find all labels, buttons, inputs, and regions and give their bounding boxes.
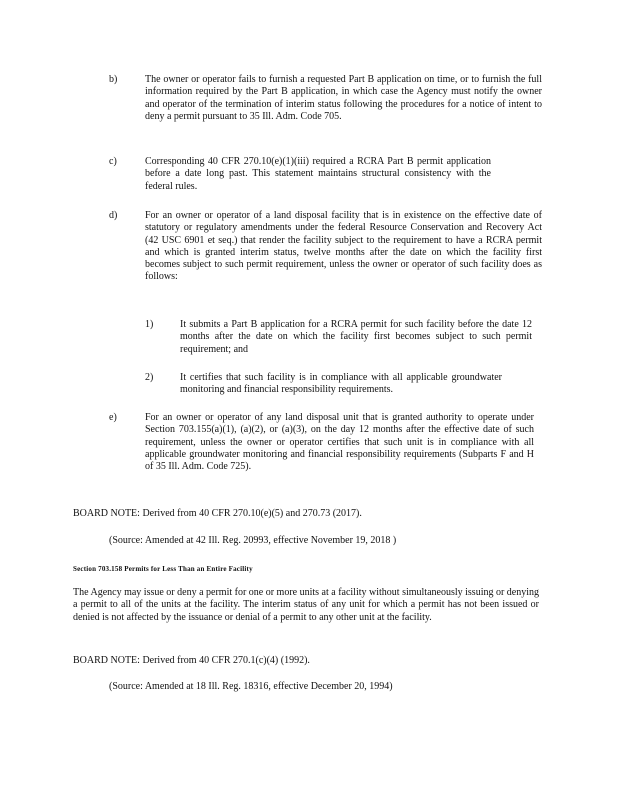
item-label: d)	[109, 210, 118, 221]
item-text: The owner or operator fails to furnish a requested Part B application on time, or to furnish the full information required by the Part B application, in which case the Agency must notify the owner and operator of the termination of interim status following the procedures for a notice of intent to deny a permit pursuant to 35 Ill. Adm. Code 705.	[145, 74, 542, 122]
source-note: (Source: Amended at 42 Ill. Reg. 20993, effective November 19, 2018 )	[109, 535, 397, 546]
board-note: BOARD NOTE: Derived from 40 CFR 270.10(e)(5) and 270.73 (2017).	[73, 508, 362, 519]
sub-item-label: 1)	[145, 319, 154, 330]
sub-item-label: 2)	[145, 372, 154, 383]
item-text: Corresponding 40 CFR 270.10(e)(1)(iii) required a RCRA Part B permit application before a date long past. This statement maintains structural consistency with the federal rules.	[145, 156, 491, 192]
sub-item-text: It certifies that such facility is in compliance with all applicable groundwater monitoring and financial responsibility requirements.	[180, 372, 502, 396]
sub-item-text: It submits a Part B application for a RCRA permit for such facility before the date 12 months after the date on which the facility first becomes subject to such permit requirement; and	[180, 319, 532, 355]
item-text: For an owner or operator of a land disposal facility that is in existence on the effective date of statutory or regulatory amendments under the federal Resource Conservation and Recovery Act (42 USC 6901 et seq.) that render the facility subject to the requirement to have a RCRA permit and which is granted interim status, twelve months after the date on which the facility first becomes subject to such permit requirement, unless the owner or operator of such facility does as follows:	[145, 210, 542, 283]
item-text: For an owner or operator of any land disposal unit that is granted authority to operate under Section 703.155(a)(1), (a)(2), or (a)(3), on the day 12 months after the effective date of such requirement, unless the owner or operator certifies that such unit is in compliance with all applicable groundwater monitoring and financial responsibility requirements (Subparts F and H of 35 Ill. Adm. Code 725).	[145, 412, 534, 473]
section-body: The Agency may issue or deny a permit for one or more units at a facility without simultaneously issuing or denying a permit to all of the units at the facility. The interim status of any unit for which a permit has not been issued or denied is not affected by the issuance or denial of a permit to any other unit at the facility.	[73, 587, 540, 623]
board-note: BOARD NOTE: Derived from 40 CFR 270.1(c)(4) (1992).	[73, 655, 310, 666]
section-heading: Section 703.158 Permits for Less Than an Entire Facility	[73, 565, 253, 573]
item-label: c)	[109, 156, 117, 167]
item-label: b)	[109, 74, 118, 85]
item-label: e)	[109, 412, 117, 423]
source-note: (Source: Amended at 18 Ill. Reg. 18316, effective December 20, 1994)	[109, 681, 393, 692]
